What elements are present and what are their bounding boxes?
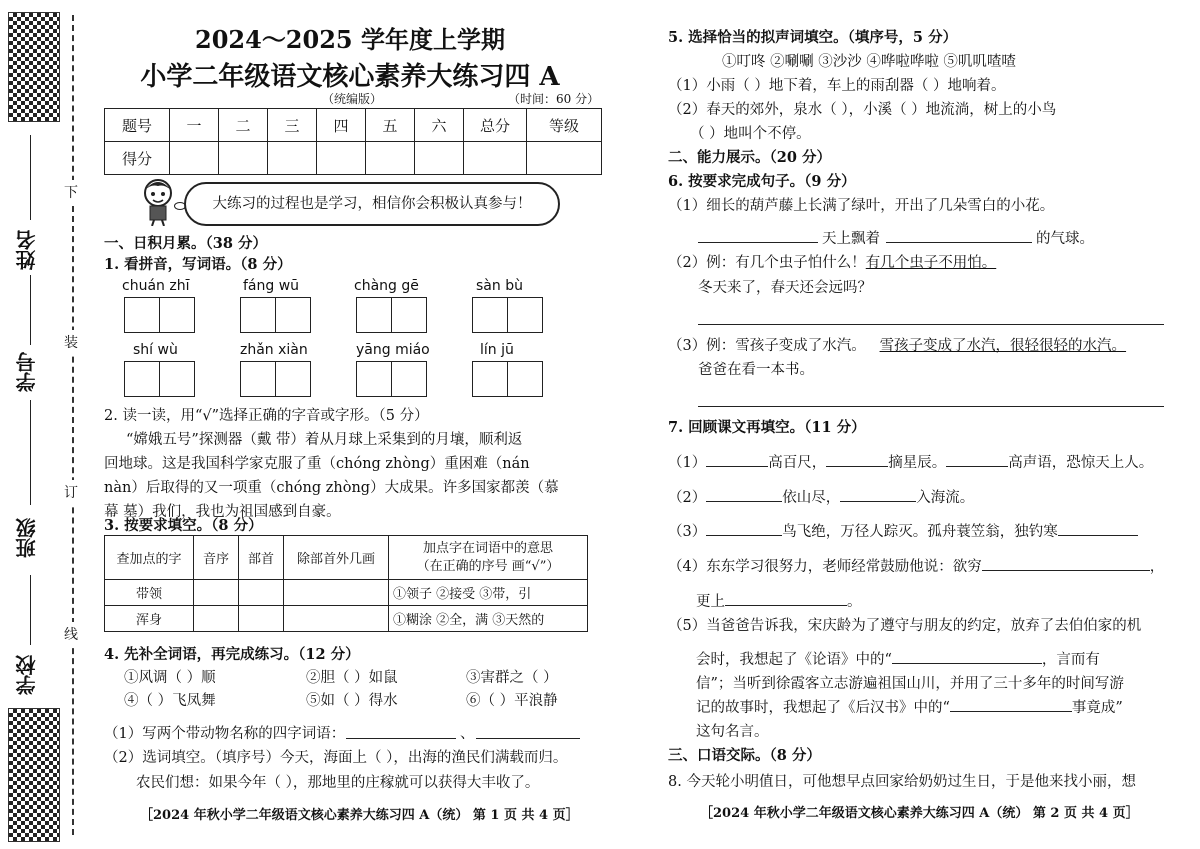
pinyin-4: sàn bù xyxy=(476,278,523,294)
pinyin-7: yāng miáo xyxy=(356,342,430,358)
footer-page-1: ［2024 年秋小学二年级语文核心素养大练习四 A（统） 第 1 页 共 4 页］ xyxy=(140,808,579,823)
q3-header: 加点字在词语中的意思 xyxy=(422,540,553,556)
q3-row xyxy=(105,606,588,632)
q4-title: 4. 先补全词语，再完成练习。（12 分） xyxy=(104,646,360,663)
binding-dashed-line xyxy=(72,15,74,835)
q7-l4b-text: 更上 xyxy=(696,594,725,610)
q6-sentence-1: （1）细长的葫芦藤上长满了绿叶，开出了几朵雪白的小花。 xyxy=(668,198,1055,214)
writing-grid-7[interactable] xyxy=(356,361,425,397)
score-cell[interactable] xyxy=(268,142,317,175)
score-header: 一 xyxy=(170,109,219,142)
edition-label: （统编版） xyxy=(322,92,383,106)
score-cell[interactable] xyxy=(170,142,219,175)
q6-s1-fill-end: 的气球。 xyxy=(1036,231,1094,247)
q3-header: 查加点的字 xyxy=(105,536,194,580)
time-label: （时间：60 分） xyxy=(508,92,600,106)
q2-line-3: nàn）后取得的又一项重（chóng zhòng）大成果。许多国家都羡（慕 xyxy=(104,480,559,496)
q7-blank[interactable] xyxy=(706,466,768,467)
q4-item: ⑤如（ ）得水 xyxy=(306,693,398,709)
q7-l1-text: 高声语，恐惊天上人。 xyxy=(1008,455,1154,471)
q3-blank[interactable] xyxy=(194,606,239,632)
q7-l4-text: （4）东东学习很努力，老师经常鼓励他说：欲穷 xyxy=(668,559,982,575)
q4-item: ②胆（ ）如鼠 xyxy=(306,670,398,686)
q4-item: ④（ ）飞凤舞 xyxy=(124,693,216,709)
q3-header: 音序 xyxy=(194,536,239,580)
q3-word: 浑身 xyxy=(105,606,194,632)
exam-title-line2: 小学二年级语文核心素养大练习四 A xyxy=(140,62,560,92)
q3-header: 除部首外几画 xyxy=(284,536,389,580)
score-cell[interactable] xyxy=(317,142,366,175)
score-header: 三 xyxy=(268,109,317,142)
q6-s1-blank-2[interactable] xyxy=(886,242,1032,243)
q7-blank[interactable] xyxy=(706,535,782,536)
q3-word: 带领 xyxy=(105,580,194,606)
q7-blank[interactable] xyxy=(982,570,1150,571)
q7-blank[interactable] xyxy=(950,711,1072,712)
q7-l2-num: （2） xyxy=(668,490,707,506)
q3-blank[interactable] xyxy=(239,580,284,606)
student-id-label: 学号 xyxy=(15,352,39,392)
q3-table xyxy=(104,535,588,632)
class-line xyxy=(30,400,31,505)
checker-pattern-top xyxy=(8,12,60,122)
pinyin-2: fáng wū xyxy=(243,278,300,294)
q2-title: 2. 读一读，用“√”选择正确的字音或字形。（5 分） xyxy=(104,408,429,424)
score-header: 二 xyxy=(219,109,268,142)
q4-sub2-line1: （2）选词填空。（填序号）今天，海面上（ ），出海的渔民们满载而归。 xyxy=(104,750,568,766)
q7-line-3 xyxy=(668,520,1138,541)
cartoon-kid-icon xyxy=(136,176,180,226)
q2-line-4: 幕 墓）我们，我也为祖国感到自豪。 xyxy=(104,504,341,520)
q7-l2-text: 依山尽， xyxy=(782,490,841,506)
q7-line-4b xyxy=(696,590,862,611)
q7-l4b-end: 。 xyxy=(847,594,862,610)
score-header: 总分 xyxy=(464,109,527,142)
score-cell[interactable] xyxy=(464,142,527,175)
score-row-label: 得分 xyxy=(105,142,170,175)
q5-line-3: （ ）地叫个不停。 xyxy=(690,126,811,142)
q4-sub1-blank-1[interactable] xyxy=(346,738,456,739)
writing-grid-1[interactable] xyxy=(124,297,193,333)
q5-line-2: （2）春天的郊外，泉水（ ），小溪（ ）地流淌，树上的小鸟 xyxy=(668,102,1057,118)
q3-title: 3. 按要求填空。（8 分） xyxy=(104,517,263,534)
class-label: 班级 xyxy=(15,518,39,558)
q6-s3-example: 雪孩子变成了水汽，很轻很轻的水汽。 xyxy=(879,338,1127,354)
name-line xyxy=(30,135,31,220)
q7-l5d-end: 事竟成” xyxy=(1071,700,1123,716)
q3-row xyxy=(105,580,588,606)
q7-l1-text: 高百尺， xyxy=(768,455,827,471)
q3-blank[interactable] xyxy=(239,606,284,632)
q4-item: ③害群之（ ） xyxy=(466,670,558,686)
q7-l1-num: （1） xyxy=(668,455,707,471)
bind-word-4: 线 xyxy=(64,622,78,646)
writing-grid-5[interactable] xyxy=(124,361,193,397)
part1-title: 一、日积月累。（38 分） xyxy=(104,235,267,252)
q6-s1-blank-1[interactable] xyxy=(698,242,818,243)
q7-blank[interactable] xyxy=(826,466,888,467)
q7-line-5a: （5）当爸爸告诉我，宋庆龄为了遵守与朋友的约定，放弃了去伯伯家的机 xyxy=(668,618,1142,634)
pinyin-3: chàng gē xyxy=(354,278,419,294)
q6-sentence-3 xyxy=(668,334,1126,355)
score-cell[interactable] xyxy=(366,142,415,175)
q6-s1-fill-mid: 天上飘着 xyxy=(822,231,880,247)
q4-sub1-separator: 、 xyxy=(460,726,475,742)
q7-blank[interactable] xyxy=(706,501,782,502)
school-line xyxy=(30,575,31,645)
q4-sub1: （1）写两个带动物名称的四字词语： xyxy=(104,726,346,742)
exam-title-line1: 2024～2025 学年度上学期 xyxy=(195,25,505,54)
school-label: 学校 xyxy=(15,655,39,695)
q3-header: （在正确的序号 画“√”） xyxy=(416,558,560,574)
pinyin-1: chuán zhī xyxy=(122,278,190,294)
q6-s3-prompt: （3）例：雪孩子变成了水汽。 xyxy=(668,338,866,354)
q7-line-5e: 这句名言。 xyxy=(696,724,769,740)
encourage-bubble: 大练习的过程也是学习，相信你会积极认真参与！ xyxy=(184,182,560,226)
q7-line-4: （4）东东学习很努力，老师经常鼓励他说：欲穷 ， xyxy=(668,559,1165,575)
pinyin-8: lín jū xyxy=(480,342,514,358)
q3-meaning[interactable]: ①糊涂 ②全，满 ③天然的 xyxy=(389,606,588,632)
score-header: 题号 xyxy=(105,109,170,142)
q5-options: ①叮咚 ②唰唰 ③沙沙 ④哗啦哗啦 ⑤叽叽喳喳 xyxy=(722,54,1016,70)
writing-grid-2[interactable] xyxy=(240,297,309,333)
part3-title: 三、口语交际。（8 分） xyxy=(668,747,821,764)
q2-line-1: “嫦娥五号”探测器（戴 带）着从月球上采集到的月壤，顺利返 xyxy=(126,432,523,448)
score-row xyxy=(105,142,602,175)
writing-grid-4[interactable] xyxy=(472,297,541,333)
q4-sub2-line2: 农民们想：如果今年（ ），那地里的庄稼就可以获得大丰收了。 xyxy=(136,775,540,791)
q7-l3-text: 鸟飞绝，万径人踪灭。孤舟蓑笠翁，独钓寒 xyxy=(782,524,1058,540)
q3-header: 部首 xyxy=(239,536,284,580)
q7-blank[interactable] xyxy=(725,605,847,606)
q6-title: 6. 按要求完成句子。（9 分） xyxy=(668,173,856,190)
writing-grid-3[interactable] xyxy=(356,297,425,333)
q6-s2-example: 有几个虫子不用怕。 xyxy=(865,255,997,271)
score-table xyxy=(104,108,602,175)
part2-title: 二、能力展示。（20 分） xyxy=(668,149,831,166)
q3-blank[interactable] xyxy=(194,580,239,606)
q6-s2-answer-line[interactable] xyxy=(698,324,1164,325)
q7-l5b-end: ，言而有 xyxy=(1041,652,1100,668)
writing-grid-6[interactable] xyxy=(240,361,309,397)
q6-s3-task: 爸爸在看一本书。 xyxy=(698,362,814,378)
q8-text: 8. 今天轮小明值日，可他想早点回家给奶奶过生日，于是他来找小丽，想 xyxy=(668,774,1136,790)
q3-header-row xyxy=(105,536,588,580)
score-cell[interactable] xyxy=(415,142,464,175)
footer-page-2: ［2024 年秋小学二年级语文核心素养大练习四 A（统） 第 2 页 共 4 页］ xyxy=(700,806,1139,821)
q2-line-2: 回地球。这是我国科学家克服了重（chóng zhòng）重困难（nán xyxy=(104,456,530,472)
q6-sentence-2 xyxy=(668,251,996,272)
writing-grid-8[interactable] xyxy=(472,361,541,397)
q6-s2-prompt: （2）例：有几个虫子怕什么！ xyxy=(668,255,866,271)
q4-item: ⑥（ ）平浪静 xyxy=(466,693,558,709)
q3-header-meaning xyxy=(389,536,588,580)
q7-l2-text: 入海流。 xyxy=(916,490,975,506)
checker-pattern-bottom xyxy=(8,708,60,842)
q7-l3-num: （3） xyxy=(668,524,707,540)
bind-word-3: 订 xyxy=(64,480,78,504)
q6-s2-task: 冬天来了，春天还会远吗？ xyxy=(698,280,872,296)
score-header: 等级 xyxy=(527,109,602,142)
q7-l5b-text: 会时，我想起了《论语》中的“ xyxy=(696,652,892,668)
q7-blank[interactable] xyxy=(840,501,916,502)
q3-blank[interactable] xyxy=(284,606,389,632)
q7-line-2 xyxy=(668,486,974,507)
q1-title: 1. 看拼音，写词语。（8 分） xyxy=(104,256,292,273)
q7-line-5d xyxy=(696,696,1123,717)
q7-line-5c: 信”；当听到徐霞客立志游遍祖国山川，并用了三十多年的时间写游 xyxy=(696,676,1124,692)
q6-s3-answer-line[interactable] xyxy=(698,406,1164,407)
q4-sub1-blank-2[interactable] xyxy=(476,738,580,739)
q7-line-1 xyxy=(668,451,1153,472)
q4-item: ①风调（ ）顺 xyxy=(124,670,216,686)
q5-title: 5. 选择恰当的拟声词填空。（填序号，5 分） xyxy=(668,29,958,46)
q5-line-1: （1）小雨（ ）地下着，车上的雨刮器（ ）地响着。 xyxy=(668,78,1006,94)
score-header-row xyxy=(105,109,602,142)
score-header: 四 xyxy=(317,109,366,142)
q7-l1-text: 摘星辰。 xyxy=(888,455,947,471)
q3-blank[interactable] xyxy=(284,580,389,606)
q7-l5d-text: 记的故事时，我想起了《后汉书》中的“ xyxy=(696,700,950,716)
pinyin-6: zhǎn xiàn xyxy=(240,342,308,358)
bind-word-2: 装 xyxy=(64,330,78,354)
score-header: 六 xyxy=(415,109,464,142)
pinyin-5: shí wù xyxy=(133,342,178,358)
score-cell[interactable] xyxy=(219,142,268,175)
q7-blank[interactable] xyxy=(892,663,1042,664)
q7-blank[interactable] xyxy=(946,466,1008,467)
q7-blank[interactable] xyxy=(1058,535,1138,536)
id-line xyxy=(30,275,31,345)
q3-meaning[interactable]: ①领子 ②接受 ③带，引 xyxy=(389,580,588,606)
score-header: 五 xyxy=(366,109,415,142)
q7-line-5b xyxy=(696,648,1100,669)
name-label: 姓名 xyxy=(15,230,39,270)
bind-word-1: 下 xyxy=(64,180,78,204)
score-cell[interactable] xyxy=(527,142,602,175)
q7-title: 7. 回顾课文再填空。（11 分） xyxy=(668,419,866,436)
